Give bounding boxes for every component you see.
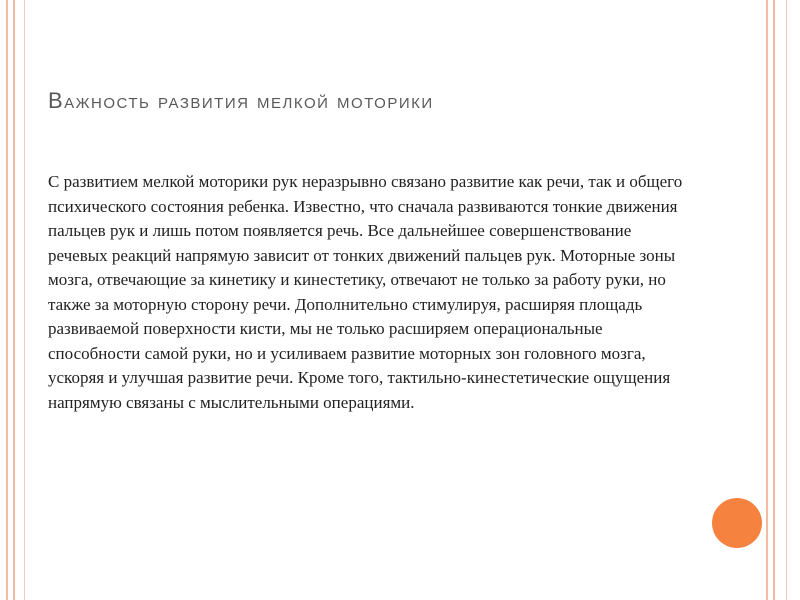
decorative-circle — [712, 498, 762, 548]
slide-title: Важность развития мелкой моторики — [48, 88, 434, 113]
right-border-line — [786, 0, 787, 600]
slide-body-text: С развитием мелкой моторики рук неразрывно связано развитие как речи, так и общего психического состояния ребенка. Известно, что сначала развиваются тонкие движения пальцев рук и лишь потом появляется речь. Все дальнейшее совершенствование речевых реакций напрямую зависит от тонких движений пальцев рук. Моторные зоны мозга, отвечающие за кинетику и кинестетику, отвечают не только за работу руки, но также за моторную сторону речи. Дополнительно стимулируя, расширяя площадь развиваемой поверхности кисти, мы не только расширяем операциональные способности самой руки, но и усиливаем развитие моторных зон головного мозга, ускоряя и улучшая развитие речи. Кроме того, тактильно-кинестетические ощущения напрямую связаны с мыслительными операциями. — [48, 172, 683, 412]
right-border-line — [766, 0, 768, 600]
left-border-line — [13, 0, 15, 600]
left-border-line — [24, 0, 25, 600]
left-border-line — [6, 0, 8, 600]
right-border-line — [773, 0, 775, 600]
